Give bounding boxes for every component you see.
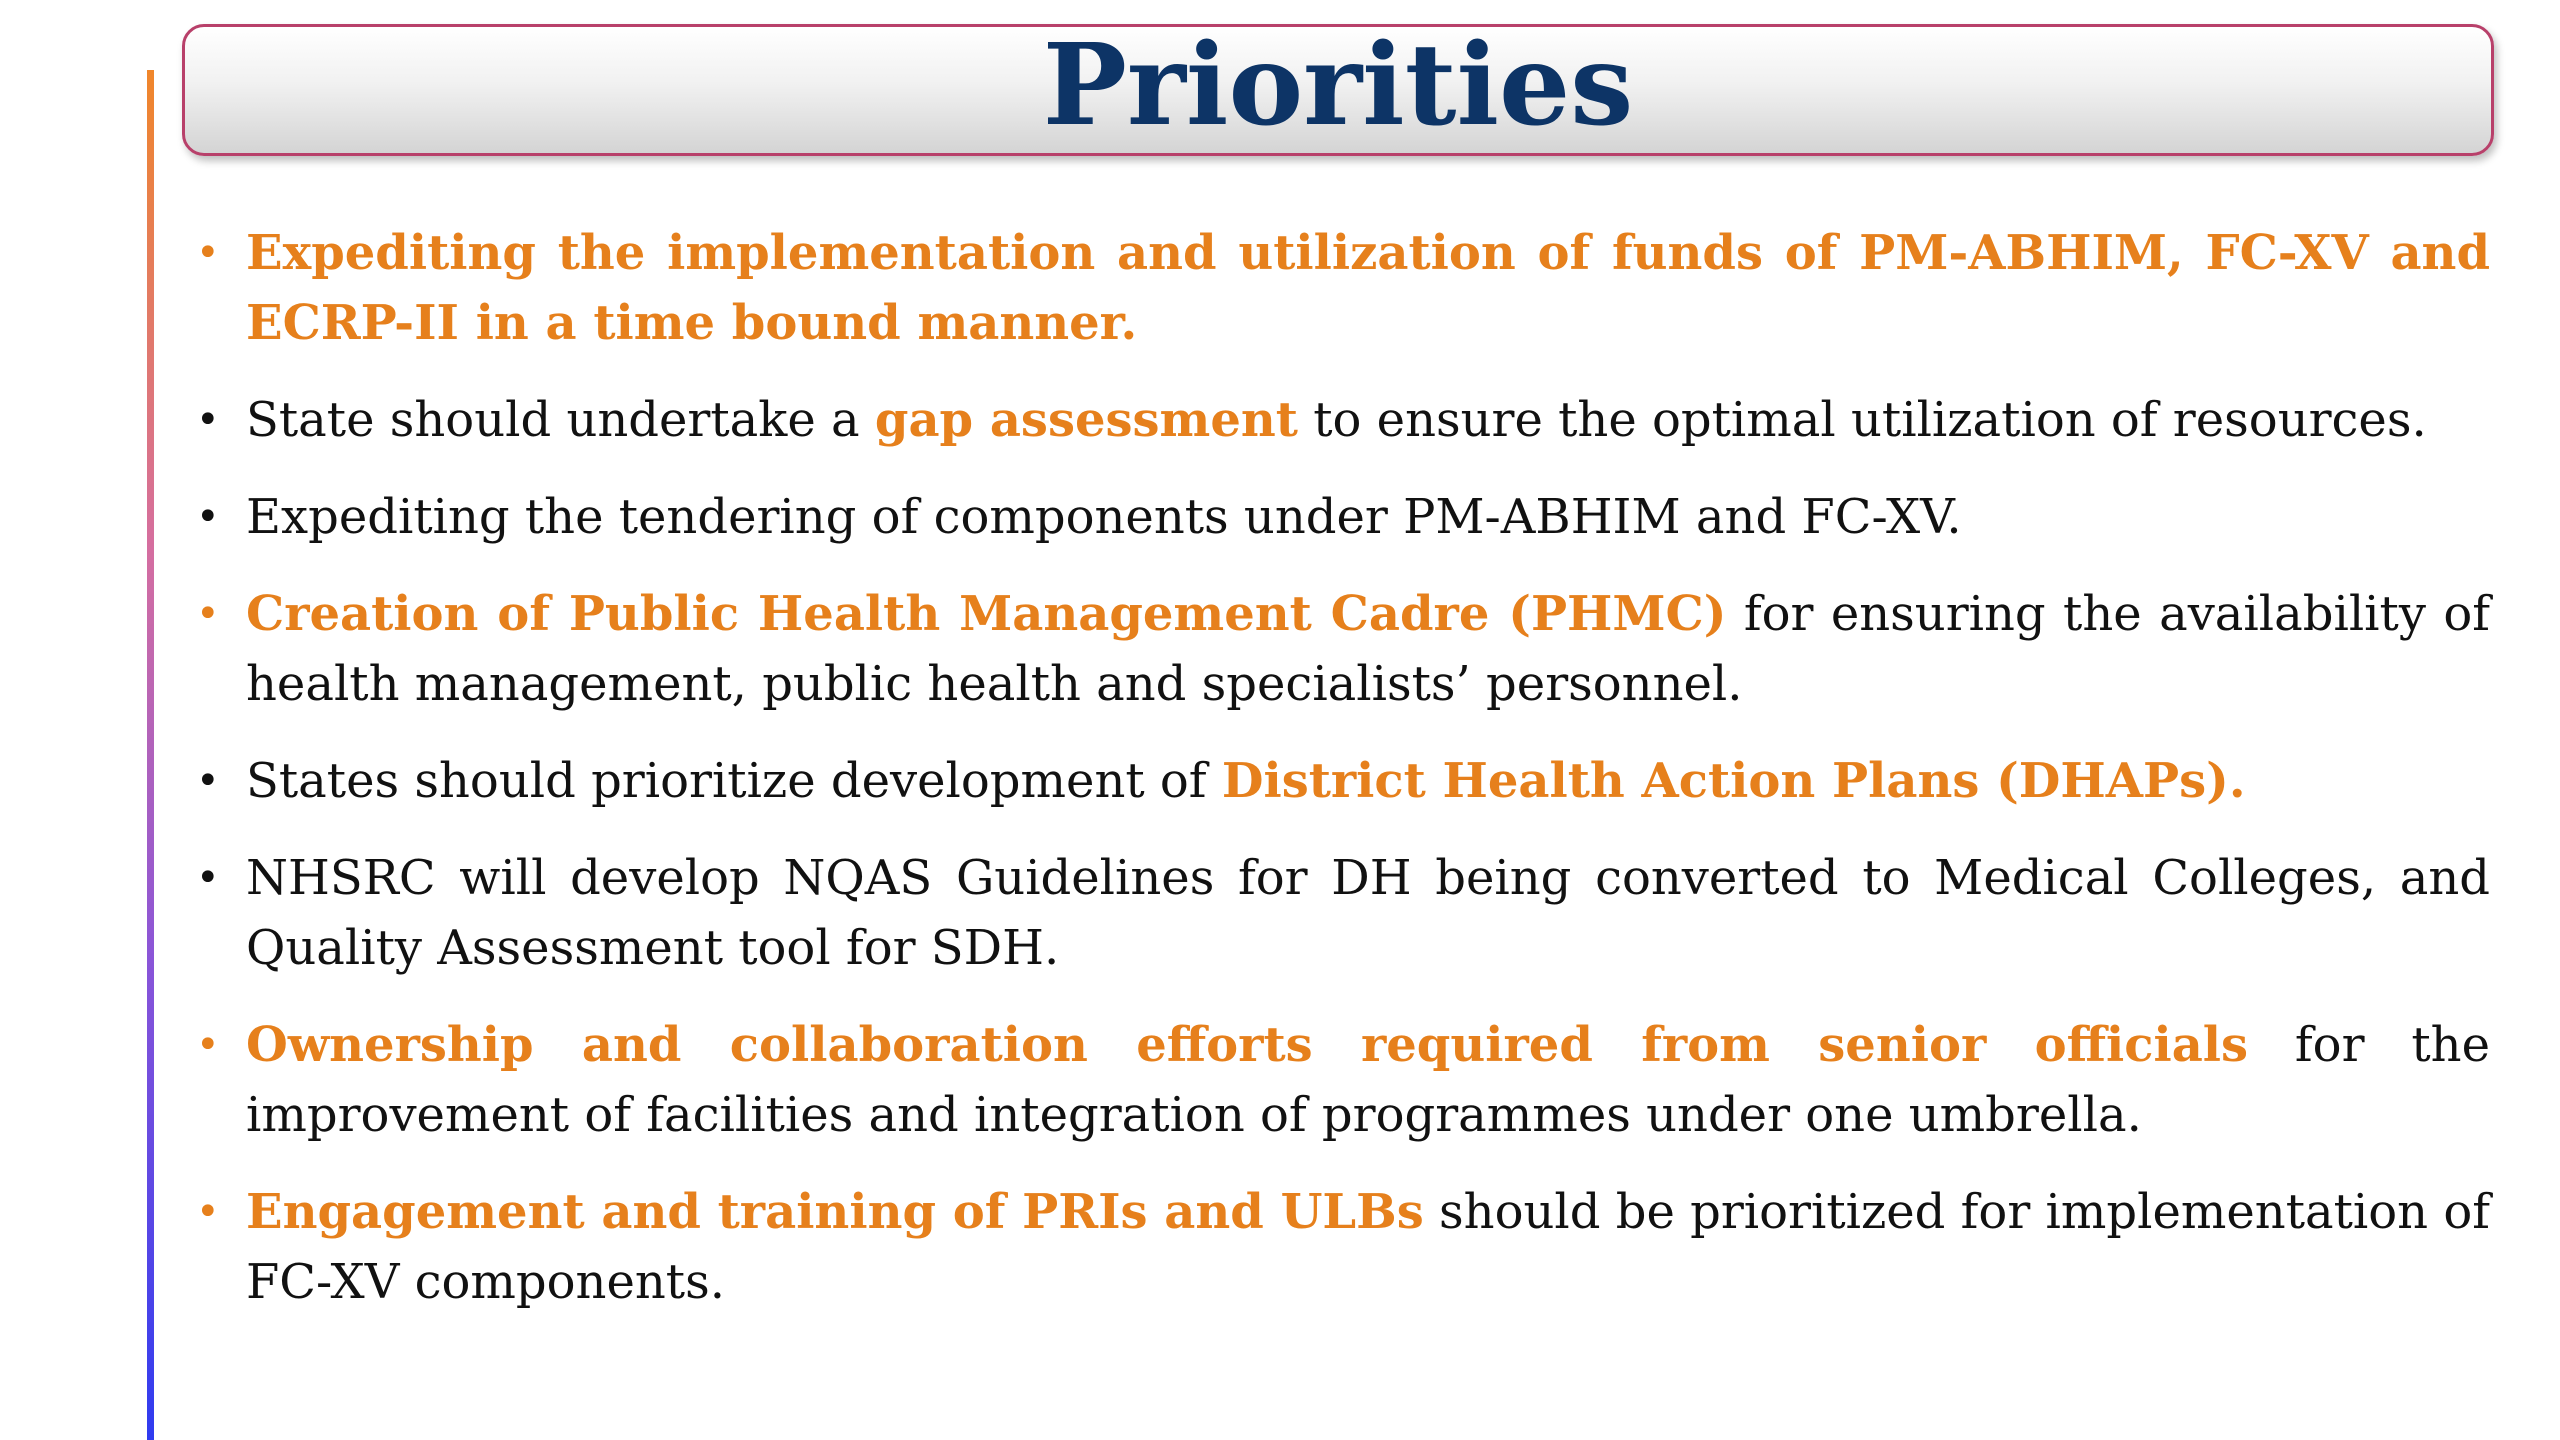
bullet-text bbox=[246, 850, 2490, 976]
bullet-text bbox=[246, 489, 1962, 545]
bullet-dot-icon: • bbox=[196, 397, 220, 443]
bullet-text bbox=[246, 586, 2490, 712]
title-banner bbox=[182, 20, 2494, 156]
bullet-dot-icon: • bbox=[196, 1022, 220, 1068]
bullet-segment: to ensure the optimal utilization of resources. bbox=[1297, 392, 2427, 448]
bullet-item bbox=[190, 579, 2490, 719]
bullet-segment: gap assessment bbox=[874, 392, 1298, 448]
bullet-segment: Engagement and training of PRIs and ULBs bbox=[246, 1184, 1424, 1240]
bullet-item bbox=[190, 482, 2490, 552]
bullet-segment: States should prioritize development of bbox=[246, 753, 1222, 809]
bullet-dot-icon: • bbox=[196, 230, 220, 276]
bullet-text bbox=[246, 1184, 2490, 1310]
bullet-segment: Ownership and collaboration efforts required from senior officials bbox=[246, 1017, 2249, 1073]
bullet-text bbox=[246, 392, 2427, 448]
bullet-dot-icon: • bbox=[196, 855, 220, 901]
bullet-list bbox=[190, 218, 2490, 1344]
bullet-dot-icon: • bbox=[196, 1189, 220, 1235]
bullet-text bbox=[246, 753, 2246, 809]
bullet-segment: should be prioritized for implementation of FC-XV components. bbox=[246, 1184, 2490, 1310]
bullet-segment: Expediting the tendering of components under PM-ABHIM and FC-XV. bbox=[246, 489, 1962, 545]
bullet-text bbox=[246, 225, 2490, 351]
bullet-segment: State should undertake a bbox=[246, 392, 875, 448]
bullet-item bbox=[190, 1177, 2490, 1317]
bullet-text bbox=[246, 1017, 2490, 1143]
bullet-item bbox=[190, 1010, 2490, 1150]
bullet-item bbox=[190, 746, 2490, 816]
page-title: Priorities bbox=[1042, 20, 1634, 151]
bullet-item bbox=[190, 218, 2490, 358]
bullet-item bbox=[190, 843, 2490, 983]
bullet-segment: for the improvement of facilities and integration of programmes under one umbrella. bbox=[246, 1017, 2490, 1143]
bullet-dot-icon: • bbox=[196, 591, 220, 637]
bullet-segment: Creation of Public Health Management Cadre (PHMC) bbox=[246, 586, 1727, 642]
bullet-segment: Expediting the implementation and utilization of funds of PM-ABHIM, FC-XV and ECRP-II in a time bound manner. bbox=[246, 225, 2490, 351]
accent-line bbox=[147, 70, 154, 1440]
bullet-dot-icon: • bbox=[196, 494, 220, 540]
bullet-segment: for ensuring the availability of health management, public health and specialists’ personnel. bbox=[246, 586, 2490, 712]
bullet-segment: NHSRC will develop NQAS Guidelines for DH being converted to Medical Colleges, and Quality Assessment tool for SDH. bbox=[246, 850, 2490, 976]
bullet-dot-icon: • bbox=[196, 758, 220, 804]
bullet-item bbox=[190, 385, 2490, 455]
bullet-segment: District Health Action Plans (DHAPs). bbox=[1221, 753, 2246, 809]
